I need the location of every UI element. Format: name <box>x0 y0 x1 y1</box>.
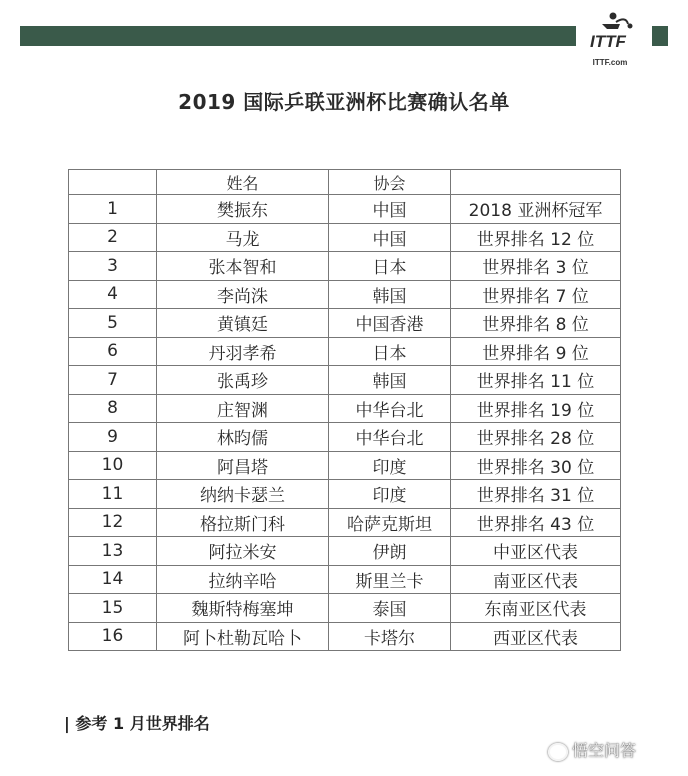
player-name-cell: 张本智和 <box>157 252 329 281</box>
player-name-cell: 黄镇廷 <box>157 309 329 338</box>
rank-cell: 3 <box>69 252 157 281</box>
table-row <box>69 537 621 566</box>
player-name-cell: 魏斯特梅塞坤 <box>157 594 329 623</box>
player-name-cell: 阿昌塔 <box>157 451 329 480</box>
player-name-cell: 庄智渊 <box>157 394 329 423</box>
player-name-cell: 丹羽孝希 <box>157 337 329 366</box>
table-row <box>69 622 621 651</box>
rank-cell: 12 <box>69 508 157 537</box>
rank-cell: 15 <box>69 594 157 623</box>
table-row <box>69 252 621 281</box>
table-row <box>69 309 621 338</box>
rank-cell: 7 <box>69 366 157 395</box>
association-cell: 日本 <box>329 252 451 281</box>
logo-url: ITTF.com <box>592 58 628 67</box>
qualification-cell: 南亚区代表 <box>451 565 621 594</box>
association-cell: 中华台北 <box>329 423 451 452</box>
association-cell: 日本 <box>329 337 451 366</box>
qualification-cell: 东南亚区代表 <box>451 594 621 623</box>
association-cell: 泰国 <box>329 594 451 623</box>
table-row <box>69 394 621 423</box>
qualification-cell: 世界排名 12 位 <box>451 223 621 252</box>
table-row <box>69 480 621 509</box>
rank-cell: 9 <box>69 423 157 452</box>
association-cell: 中国 <box>329 195 451 224</box>
table-header-row <box>69 170 621 195</box>
roster-table <box>68 169 621 651</box>
rank-cell: 1 <box>69 195 157 224</box>
association-cell: 中国香港 <box>329 309 451 338</box>
qualification-cell: 中亚区代表 <box>451 537 621 566</box>
association-cell: 斯里兰卡 <box>329 565 451 594</box>
qualification-cell: 世界排名 19 位 <box>451 394 621 423</box>
table-row <box>69 451 621 480</box>
watermark-text: 悟空问答 <box>572 741 637 760</box>
player-name-cell: 林昀儒 <box>157 423 329 452</box>
qualification-cell: 世界排名 9 位 <box>451 337 621 366</box>
player-name-cell: 格拉斯门科 <box>157 508 329 537</box>
column-header-qualification <box>451 170 621 195</box>
rank-cell: 14 <box>69 565 157 594</box>
qualification-cell: 世界排名 11 位 <box>451 366 621 395</box>
header-bar-end <box>652 26 668 46</box>
player-name-cell: 马龙 <box>157 223 329 252</box>
table-row <box>69 366 621 395</box>
table-row <box>69 195 621 224</box>
association-cell: 哈萨克斯坦 <box>329 508 451 537</box>
rank-cell: 16 <box>69 622 157 651</box>
page-title: 2019 国际乒联亚洲杯比赛确认名单 <box>178 90 510 114</box>
rank-cell: 6 <box>69 337 157 366</box>
association-cell: 印度 <box>329 480 451 509</box>
watermark <box>548 738 636 761</box>
player-name-cell: 樊振东 <box>157 195 329 224</box>
table-row <box>69 508 621 537</box>
logo-text: ITTF <box>590 32 626 51</box>
rank-cell: 13 <box>69 537 157 566</box>
association-cell: 中国 <box>329 223 451 252</box>
qualification-cell: 2018 亚洲杯冠军 <box>451 195 621 224</box>
ittf-logo <box>580 10 650 72</box>
qualification-cell: 西亚区代表 <box>451 622 621 651</box>
rank-cell: 4 <box>69 280 157 309</box>
qualification-cell: 世界排名 30 位 <box>451 451 621 480</box>
footer-note: | 参考 1 月世界排名 <box>64 714 210 733</box>
column-header-name: 姓名 <box>157 170 329 195</box>
association-cell: 伊朗 <box>329 537 451 566</box>
rank-cell: 11 <box>69 480 157 509</box>
watermark-icon <box>548 743 568 761</box>
association-cell: 卡塔尔 <box>329 622 451 651</box>
rank-cell: 5 <box>69 309 157 338</box>
player-name-cell: 李尚洙 <box>157 280 329 309</box>
table-row <box>69 565 621 594</box>
column-header-association: 协会 <box>329 170 451 195</box>
association-cell: 韩国 <box>329 280 451 309</box>
header-bar <box>20 26 576 46</box>
qualification-cell: 世界排名 8 位 <box>451 309 621 338</box>
table-row <box>69 280 621 309</box>
association-cell: 韩国 <box>329 366 451 395</box>
table-row <box>69 423 621 452</box>
rank-cell: 8 <box>69 394 157 423</box>
qualification-cell: 世界排名 43 位 <box>451 508 621 537</box>
association-cell: 中华台北 <box>329 394 451 423</box>
player-name-cell: 拉纳辛哈 <box>157 565 329 594</box>
qualification-cell: 世界排名 31 位 <box>451 480 621 509</box>
player-name-cell: 阿拉米安 <box>157 537 329 566</box>
player-name-cell: 纳纳卡瑟兰 <box>157 480 329 509</box>
qualification-cell: 世界排名 7 位 <box>451 280 621 309</box>
table-row <box>69 594 621 623</box>
table-row <box>69 337 621 366</box>
rank-cell: 2 <box>69 223 157 252</box>
association-cell: 印度 <box>329 451 451 480</box>
table-row <box>69 223 621 252</box>
qualification-cell: 世界排名 3 位 <box>451 252 621 281</box>
player-name-cell: 阿卜杜勒瓦哈卜 <box>157 622 329 651</box>
column-header-index <box>69 170 157 195</box>
qualification-cell: 世界排名 28 位 <box>451 423 621 452</box>
player-name-cell: 张禹珍 <box>157 366 329 395</box>
rank-cell: 10 <box>69 451 157 480</box>
